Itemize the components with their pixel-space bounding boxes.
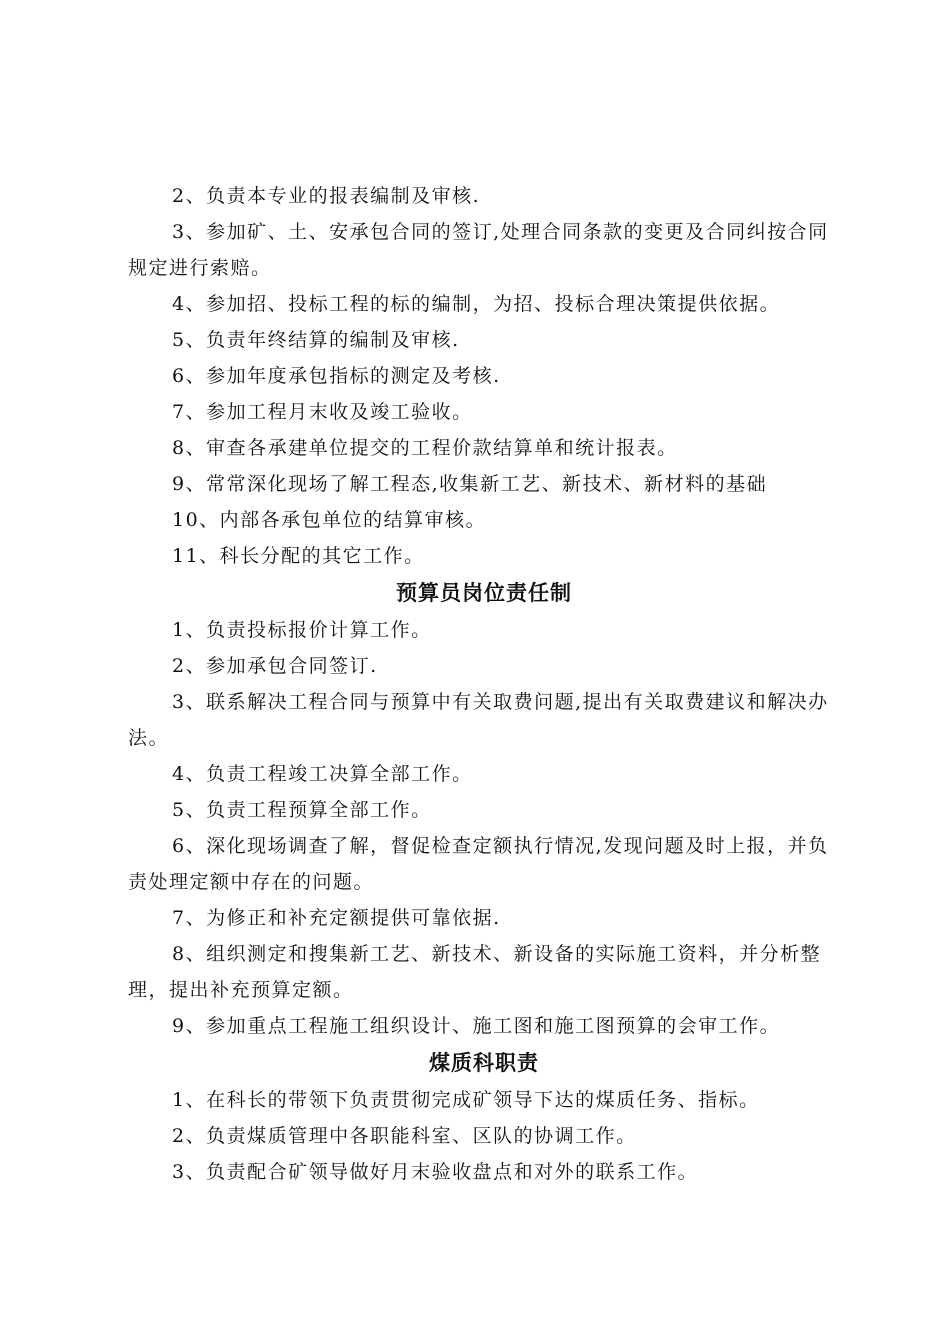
section-heading: 预算员岗位责任制 (396, 581, 572, 605)
section-heading: 煤质科职责 (429, 1051, 539, 1075)
list-item: 1、在科长的带领下负责贯彻完成矿领导下达的煤质任务、指标。 (172, 1089, 760, 1111)
list-item: 5、负责工程预算全部工作。 (172, 799, 432, 821)
list-item: 4、参加招、投标工程的标的编制，为招、投标合理决策提供依据。 (172, 293, 781, 315)
list-item: 11、科长分配的其它工作。 (172, 545, 425, 567)
list-item: 3、参加矿、土、安承包合同的签订,处理合同条款的变更及合同纠按合同规定进行索赔。 (128, 221, 829, 279)
list-item: 9、常常深化现场了解工程态,收集新工艺、新技术、新材料的基础 (172, 473, 768, 495)
list-item: 2、负责煤质管理中各职能科室、区队的协调工作。 (172, 1125, 637, 1147)
list-item: 8、组织测定和搜集新工艺、新技术、新设备的实际施工资料，并分析整理，提出补充预算定额。 (128, 943, 822, 1001)
list-item: 2、负责本专业的报表编制及审核. (172, 185, 481, 207)
list-item: 6、深化现场调查了解，督促检查定额执行情况,发现问题及时上报，并负责处理定额中存在的问题。 (128, 835, 829, 893)
list-item: 10、内部各承包单位的结算审核。 (172, 509, 487, 531)
section-coal-quality-duties (128, 1082, 840, 1190)
list-item: 7、参加工程月末收及竣工验收。 (172, 401, 473, 423)
list-item: 8、审查各承建单位提交的工程价款结算单和统计报表。 (172, 437, 678, 459)
document-body (128, 178, 840, 1190)
list-item: 7、为修正和补充定额提供可靠依据. (172, 907, 501, 929)
list-item: 6、参加年度承包指标的测定及考核. (172, 365, 501, 387)
list-item: 5、负责年终结算的编制及审核. (172, 329, 460, 351)
list-item: 4、负责工程竣工决算全部工作。 (172, 763, 473, 785)
list-item: 2、参加承包合同签订. (172, 655, 378, 677)
list-item: 9、参加重点工程施工组织设计、施工图和施工图预算的会审工作。 (172, 1015, 781, 1037)
section-budget-duties (128, 612, 840, 1044)
list-item: 3、联系解决工程合同与预算中有关取费问题,提出有关取费建议和解决办法。 (128, 691, 829, 749)
section-cost-duties (128, 178, 840, 574)
list-item: 1、负责投标报价计算工作。 (172, 619, 432, 641)
list-item: 3、负责配合矿领导做好月末验收盘点和对外的联系工作。 (172, 1161, 699, 1183)
